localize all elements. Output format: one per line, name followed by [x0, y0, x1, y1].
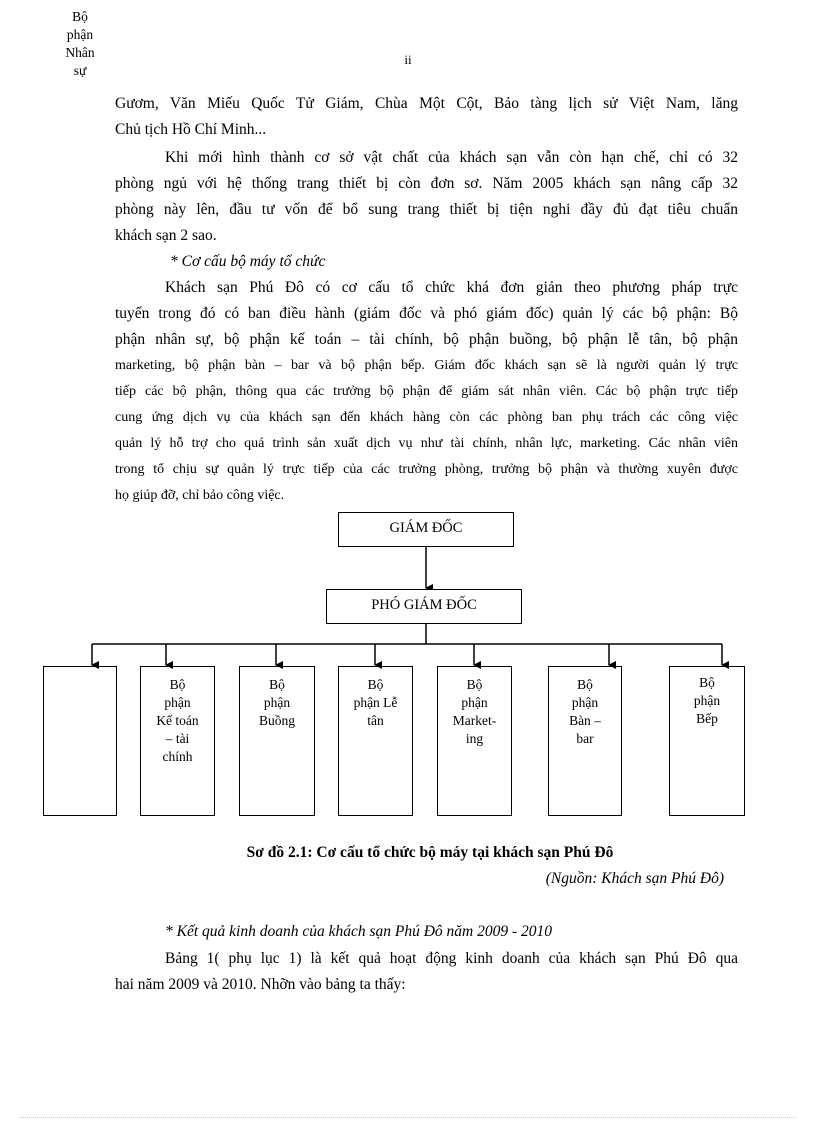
department-label-restaurant-bar: Bộ phận Bàn – bar — [569, 677, 601, 746]
department-label-kitchen: Bộ phận Bếp — [693, 675, 721, 726]
paragraph-line: khách sạn 2 sao. — [115, 227, 217, 244]
paragraph-line: Bảng 1( phụ lục 1) là kết quả hoạt động kinh doanh của khách sạn Phú Đô qua — [165, 950, 738, 967]
department-label-marketing: Bộ phận Market- ing — [452, 677, 497, 746]
paragraph-line: trong tổ chịu sự quản lý trực tiếp của các trưởng phòng, trưởng bộ phận và thường xuyên được — [115, 462, 738, 477]
deputy-director-label: PHÓ GIÁM ĐỐC — [371, 597, 477, 613]
figure-source: (Nguồn: Khách sạn Phú Đô) — [545, 870, 724, 887]
department-box-hr — [43, 666, 117, 816]
department-label-housekeeping: Bộ phận Buồng — [258, 677, 295, 728]
department-label-reception: Bộ phận Lễ tân — [353, 677, 398, 728]
paragraph-line: phòng ngủ với hệ thống trang thiết bị còn đơn sơ. Năm 2005 khách sạn nâng cấp 32 — [115, 175, 738, 192]
deputy-director-box — [326, 589, 522, 624]
paragraph-line: Khách sạn Phú Đô có cơ cấu tổ chức khá đơn giản theo phương pháp trực — [165, 279, 738, 296]
paragraph-line: tiếp các bộ phận, thông qua các trưởng bộ phận để giám sát nhân viên. Các bộ phận trực tiếp — [115, 384, 738, 399]
section-heading: * Kết quả kinh doanh của khách sạn Phú Đô năm 2009 - 2010 — [165, 923, 553, 940]
figure-caption: Sơ đồ 2.1: Cơ cấu tổ chức bộ máy tại khách sạn Phú Đô — [246, 844, 614, 861]
paragraph-line: marketing, bộ phận bàn – bar và bộ phận bếp. Giám đốc khách sạn sẽ là người quản lý trực — [115, 358, 738, 373]
paragraph-line: Gươm, Văn Miếu Quốc Tử Giám, Chùa Một Cột, Bảo tàng lịch sử Việt Nam, lăng — [115, 95, 738, 112]
paragraph-line: Chủ tịch Hồ Chí Minh... — [115, 121, 267, 138]
director-label: GIÁM ĐỐC — [389, 520, 463, 536]
department-label-accounting: Bộ phận Kế toán – tài chính — [156, 677, 199, 764]
paragraph-line: phận nhân sự, bộ phận kế toán – tài chính, bộ phận buồng, bộ phận lễ tân, bộ phận — [115, 331, 738, 348]
paragraph-line: tuyến trong đó có ban điều hành (giám đốc và phó giám đốc) quản lý các bộ phận: Bộ — [115, 305, 738, 322]
paragraph-line: Khi mới hình thành cơ sở vật chất của khách sạn vẫn còn hạn chế, chỉ có 32 — [165, 149, 738, 166]
paragraph-line: cung ứng dịch vụ của khách sạn đến khách hàng còn các phòng ban phụ trách các công việc — [115, 410, 738, 425]
page-bottom-rule — [20, 1117, 796, 1118]
paragraph-line: quản lý hỗ trợ cho quá trình sản xuất dịch vụ như tài chính, nhân lực, marketing. Các nhân viên — [115, 436, 738, 451]
page-number: ii — [404, 52, 412, 67]
paragraph-line: họ giúp đỡ, chỉ bảo công việc. — [115, 488, 285, 503]
paragraph-line: hai năm 2009 và 2010. Nhỡn vào bảng ta thấy: — [115, 976, 406, 993]
director-box — [338, 512, 514, 547]
section-heading: * Cơ cấu bộ máy tổ chức — [170, 253, 326, 270]
department-label-hr: Bộ phận Nhân sự — [65, 9, 95, 78]
paragraph-line: phòng này lên, đầu tư vốn để bổ sung trang thiết bị tiện nghi đầy đủ đạt tiêu chuẩn — [115, 201, 738, 218]
